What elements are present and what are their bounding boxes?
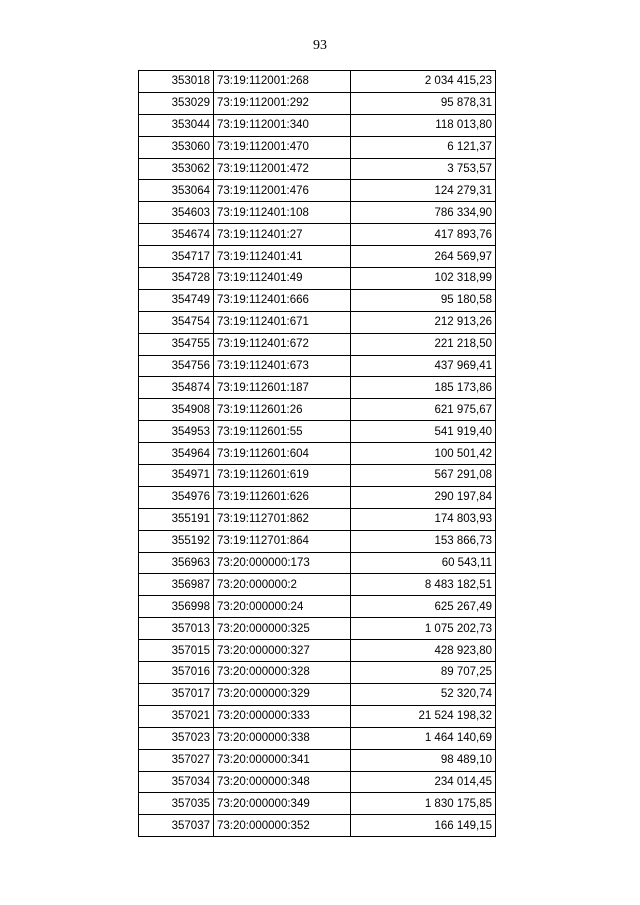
table-row — [139, 683, 496, 705]
cadastral-number-cell: 73:19:112401:41 — [214, 246, 351, 268]
row-number-cell: 354908 — [139, 399, 214, 421]
table-row — [139, 618, 496, 640]
table-row — [139, 421, 496, 443]
cadastral-number-cell: 73:19:112601:604 — [214, 443, 351, 465]
cadastral-number-cell: 73:19:112601:626 — [214, 486, 351, 508]
table-row — [139, 289, 496, 311]
cadastral-number-cell: 73:20:000000:349 — [214, 793, 351, 815]
cadastral-value-cell: 124 279,31 — [351, 180, 496, 202]
row-number-cell: 354749 — [139, 289, 214, 311]
row-number-cell: 354874 — [139, 377, 214, 399]
row-number-cell: 354603 — [139, 202, 214, 224]
cadastral-value-cell: 437 969,41 — [351, 355, 496, 377]
row-number-cell: 357017 — [139, 683, 214, 705]
table-row — [139, 443, 496, 465]
cadastral-number-cell: 73:19:112701:862 — [214, 508, 351, 530]
cadastral-value-cell: 95 878,31 — [351, 92, 496, 114]
table-row — [139, 486, 496, 508]
cadastral-number-cell: 73:20:000000:325 — [214, 618, 351, 640]
table-row — [139, 268, 496, 290]
cadastral-number-cell: 73:19:112001:476 — [214, 180, 351, 202]
cadastral-number-cell: 73:20:000000:352 — [214, 815, 351, 837]
row-number-cell: 354953 — [139, 421, 214, 443]
table-row — [139, 136, 496, 158]
cadastral-number-cell: 73:20:000000:2 — [214, 574, 351, 596]
cadastral-value-cell: 212 913,26 — [351, 311, 496, 333]
row-number-cell: 356987 — [139, 574, 214, 596]
row-number-cell: 354755 — [139, 333, 214, 355]
cadastral-value-cell: 185 173,86 — [351, 377, 496, 399]
cadastral-value-cell: 264 569,97 — [351, 246, 496, 268]
cadastral-number-cell: 73:19:112701:864 — [214, 530, 351, 552]
row-number-cell: 357027 — [139, 749, 214, 771]
table-row — [139, 92, 496, 114]
table-row — [139, 246, 496, 268]
cadastral-value-cell: 174 803,93 — [351, 508, 496, 530]
table-row — [139, 705, 496, 727]
cadastral-value-cell: 98 489,10 — [351, 749, 496, 771]
cadastral-value-cell: 428 923,80 — [351, 640, 496, 662]
cadastral-number-cell: 73:19:112601:55 — [214, 421, 351, 443]
cadastral-value-cell: 8 483 182,51 — [351, 574, 496, 596]
cadastral-value-cell: 3 753,57 — [351, 158, 496, 180]
cadastral-value-cell: 541 919,40 — [351, 421, 496, 443]
table-row — [139, 662, 496, 684]
cadastral-value-cell: 1 464 140,69 — [351, 727, 496, 749]
table-row — [139, 224, 496, 246]
table-row — [139, 377, 496, 399]
row-number-cell: 354971 — [139, 465, 214, 487]
table-row — [139, 574, 496, 596]
cadastral-value-cell: 166 149,15 — [351, 815, 496, 837]
table-row — [139, 727, 496, 749]
cadastral-value-cell: 89 707,25 — [351, 662, 496, 684]
row-number-cell: 353018 — [139, 71, 214, 93]
cadastral-number-cell: 73:19:112001:268 — [214, 71, 351, 93]
cadastral-value-cell: 2 034 415,23 — [351, 71, 496, 93]
cadastral-number-cell: 73:19:112401:666 — [214, 289, 351, 311]
row-number-cell: 356998 — [139, 596, 214, 618]
row-number-cell: 353060 — [139, 136, 214, 158]
cadastral-value-cell: 21 524 198,32 — [351, 705, 496, 727]
table-row — [139, 771, 496, 793]
row-number-cell: 357013 — [139, 618, 214, 640]
table-row — [139, 815, 496, 837]
cadastral-number-cell: 73:20:000000:328 — [214, 662, 351, 684]
cadastral-value-cell: 786 334,90 — [351, 202, 496, 224]
row-number-cell: 354756 — [139, 355, 214, 377]
row-number-cell: 354717 — [139, 246, 214, 268]
cadastral-number-cell: 73:19:112401:108 — [214, 202, 351, 224]
table-row — [139, 355, 496, 377]
row-number-cell: 353064 — [139, 180, 214, 202]
cadastral-value-table — [138, 70, 496, 837]
cadastral-value-cell: 417 893,76 — [351, 224, 496, 246]
table-body — [139, 71, 496, 837]
cadastral-value-cell: 118 013,80 — [351, 114, 496, 136]
row-number-cell: 355191 — [139, 508, 214, 530]
cadastral-number-cell: 73:19:112601:187 — [214, 377, 351, 399]
table-row — [139, 202, 496, 224]
cadastral-number-cell: 73:19:112001:470 — [214, 136, 351, 158]
cadastral-value-cell: 95 180,58 — [351, 289, 496, 311]
cadastral-value-cell: 1 830 175,85 — [351, 793, 496, 815]
cadastral-number-cell: 73:20:000000:24 — [214, 596, 351, 618]
table-row — [139, 508, 496, 530]
row-number-cell: 354728 — [139, 268, 214, 290]
page-number: 93 — [313, 38, 327, 53]
cadastral-number-cell: 73:19:112401:671 — [214, 311, 351, 333]
cadastral-value-cell: 625 267,49 — [351, 596, 496, 618]
cadastral-number-cell: 73:19:112601:26 — [214, 399, 351, 421]
cadastral-value-cell: 290 197,84 — [351, 486, 496, 508]
row-number-cell: 354754 — [139, 311, 214, 333]
cadastral-value-cell: 221 218,50 — [351, 333, 496, 355]
table-row — [139, 530, 496, 552]
cadastral-value-cell: 100 501,42 — [351, 443, 496, 465]
row-number-cell: 353044 — [139, 114, 214, 136]
table-row — [139, 793, 496, 815]
row-number-cell: 357037 — [139, 815, 214, 837]
cadastral-number-cell: 73:19:112401:672 — [214, 333, 351, 355]
cadastral-number-cell: 73:19:112001:292 — [214, 92, 351, 114]
cadastral-value-cell: 6 121,37 — [351, 136, 496, 158]
cadastral-number-cell: 73:19:112401:49 — [214, 268, 351, 290]
cadastral-value-cell: 153 866,73 — [351, 530, 496, 552]
row-number-cell: 357034 — [139, 771, 214, 793]
table-row — [139, 640, 496, 662]
row-number-cell: 357021 — [139, 705, 214, 727]
cadastral-number-cell: 73:19:112401:27 — [214, 224, 351, 246]
cadastral-value-cell: 621 975,67 — [351, 399, 496, 421]
cadastral-number-cell: 73:19:112001:340 — [214, 114, 351, 136]
table-row — [139, 311, 496, 333]
table-row — [139, 465, 496, 487]
row-number-cell: 354674 — [139, 224, 214, 246]
cadastral-number-cell: 73:20:000000:173 — [214, 552, 351, 574]
cadastral-number-cell: 73:19:112601:619 — [214, 465, 351, 487]
row-number-cell: 354964 — [139, 443, 214, 465]
row-number-cell: 357015 — [139, 640, 214, 662]
cadastral-value-cell: 1 075 202,73 — [351, 618, 496, 640]
table-row — [139, 552, 496, 574]
row-number-cell: 353062 — [139, 158, 214, 180]
row-number-cell: 357016 — [139, 662, 214, 684]
cadastral-number-cell: 73:20:000000:329 — [214, 683, 351, 705]
cadastral-value-cell: 60 543,11 — [351, 552, 496, 574]
cadastral-number-cell: 73:20:000000:341 — [214, 749, 351, 771]
cadastral-number-cell: 73:20:000000:348 — [214, 771, 351, 793]
row-number-cell: 357023 — [139, 727, 214, 749]
cadastral-value-cell: 102 318,99 — [351, 268, 496, 290]
row-number-cell: 355192 — [139, 530, 214, 552]
cadastral-number-cell: 73:20:000000:327 — [214, 640, 351, 662]
table-row — [139, 596, 496, 618]
cadastral-number-cell: 73:19:112001:472 — [214, 158, 351, 180]
cadastral-value-cell: 234 014,45 — [351, 771, 496, 793]
cadastral-number-cell: 73:19:112401:673 — [214, 355, 351, 377]
row-number-cell: 356963 — [139, 552, 214, 574]
table-row — [139, 158, 496, 180]
table-row — [139, 333, 496, 355]
table-row — [139, 399, 496, 421]
row-number-cell: 357035 — [139, 793, 214, 815]
row-number-cell: 354976 — [139, 486, 214, 508]
cadastral-number-cell: 73:20:000000:338 — [214, 727, 351, 749]
table-row — [139, 71, 496, 93]
table-row — [139, 180, 496, 202]
cadastral-value-cell: 567 291,08 — [351, 465, 496, 487]
cadastral-value-cell: 52 320,74 — [351, 683, 496, 705]
table-row — [139, 114, 496, 136]
table-row — [139, 749, 496, 771]
row-number-cell: 353029 — [139, 92, 214, 114]
cadastral-number-cell: 73:20:000000:333 — [214, 705, 351, 727]
